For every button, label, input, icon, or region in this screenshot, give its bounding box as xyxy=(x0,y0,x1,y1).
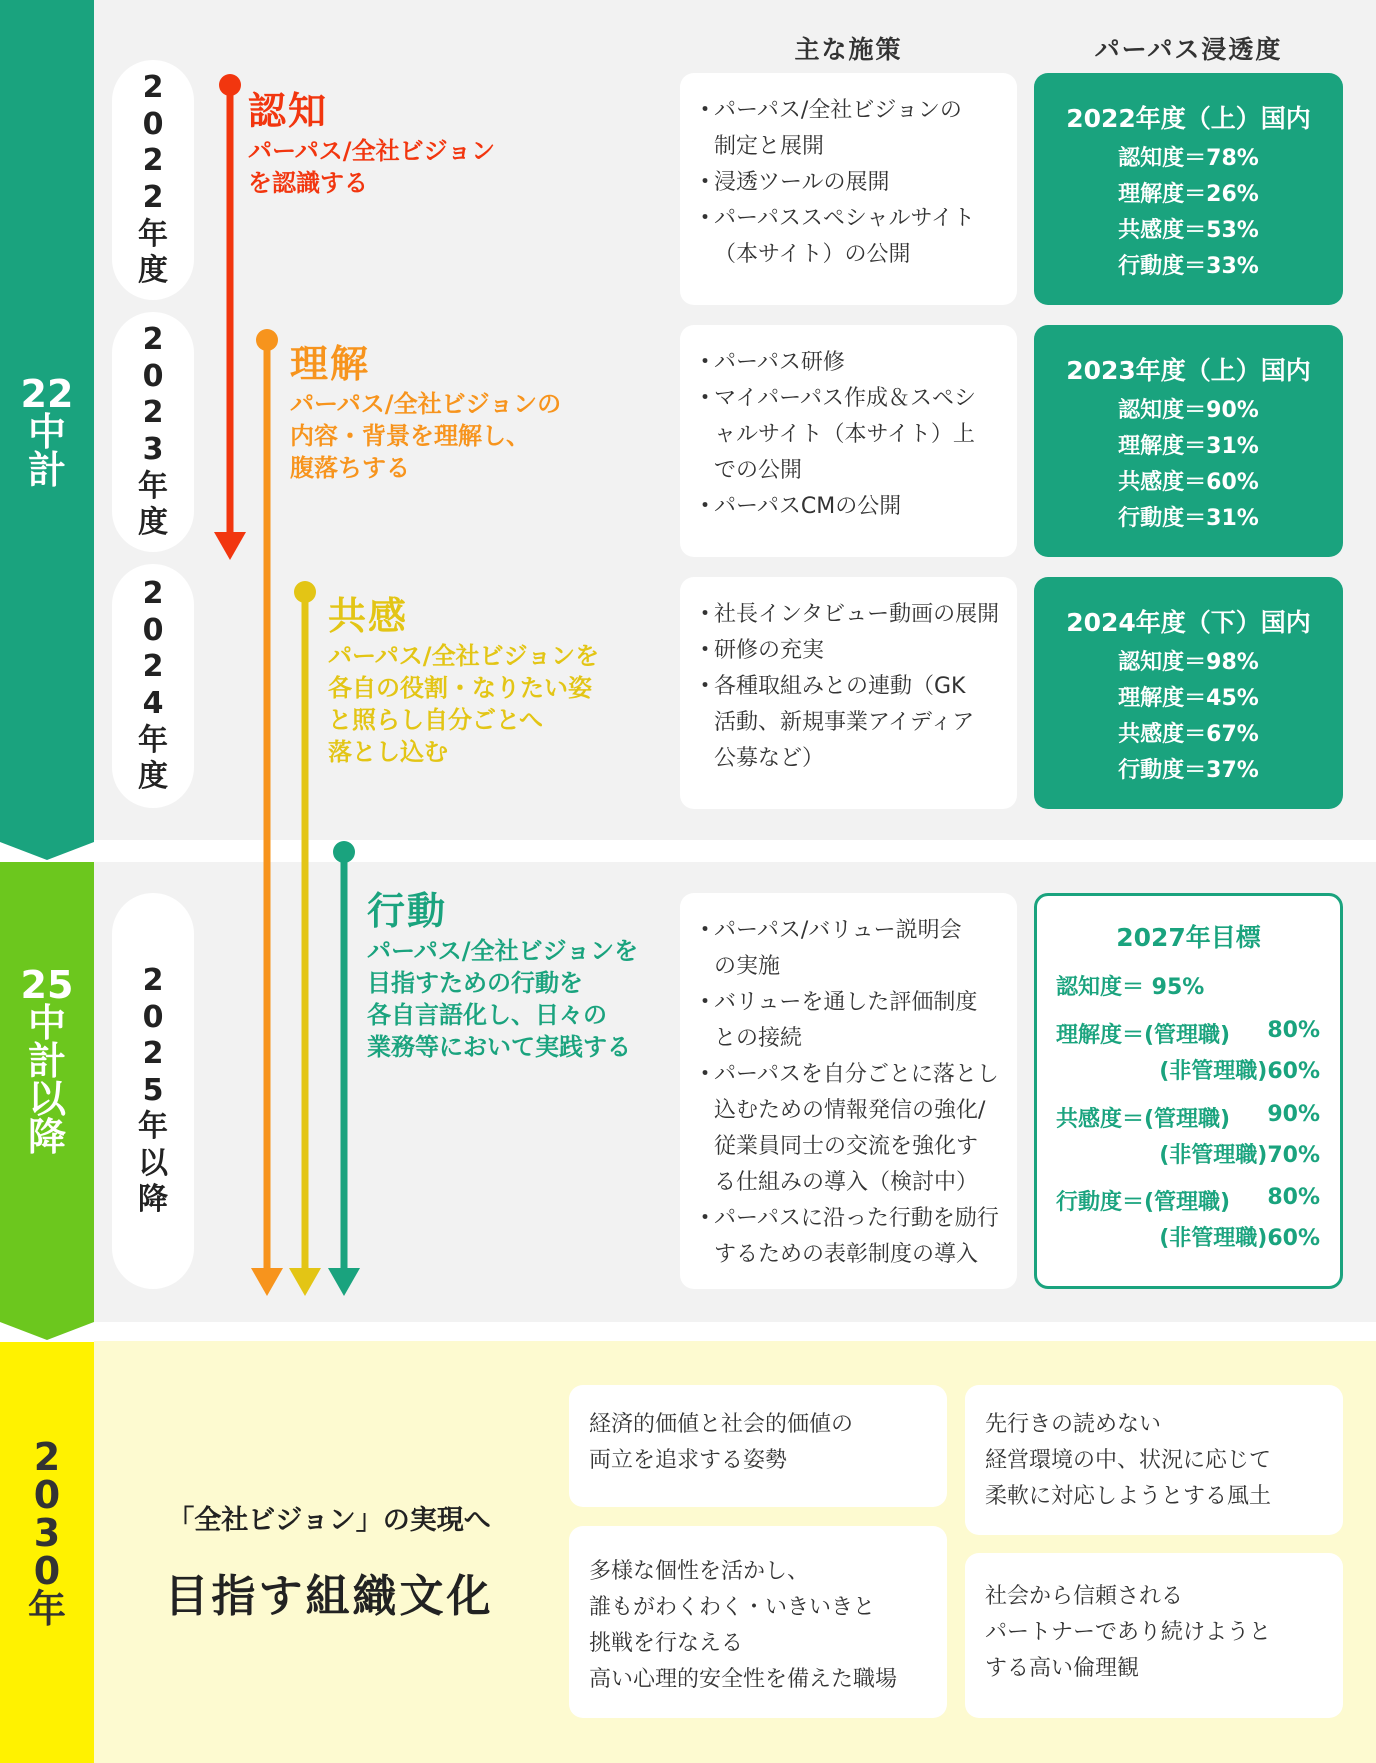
header-measures: 主な施策 xyxy=(794,35,903,64)
target-empathy-label: 共感度＝(管理職) xyxy=(1056,1107,1231,1132)
arrow-awareness xyxy=(214,74,246,560)
penetration-card-2023 xyxy=(1034,325,1343,557)
measures-card-2024 xyxy=(680,577,1017,809)
stage-title-awareness: 認知 xyxy=(248,89,329,133)
phase-label-22: 22 中 計 xyxy=(20,372,74,492)
stage-desc-action: パーパス/全社ビジョンを 目指すための行動を 各自言語化し、日々の 業務等において実践する xyxy=(367,937,639,1062)
measure-item: ・ パーパススペシャルサイト （本サイト）の公開 xyxy=(694,201,1003,273)
measure-item: ・ マイパーパス作成＆スペシ ャルサイト（本サイト）上 での公開 xyxy=(694,381,1003,489)
stage-desc-empathy: パーパス/全社ビジョンを 各自の役割・なりたい姿 と照らし自分ごとへ 落とし込む xyxy=(328,642,600,767)
target-understanding-label: 理解度＝(管理職) xyxy=(1056,1023,1231,1048)
penetration-line: 理解度＝45% xyxy=(1118,686,1259,711)
header-penetration: パーパス浸透度 xyxy=(1094,35,1283,64)
stage-understanding xyxy=(290,333,561,484)
target-card-2027 xyxy=(1034,893,1343,1289)
measures-card-2023 xyxy=(680,325,1017,557)
year-pill-2022: 2022年度 xyxy=(112,60,194,300)
measure-item: ・ パーパスCMの公開 xyxy=(694,489,1003,525)
target-empathy-mgr: 90% xyxy=(1267,1102,1320,1127)
year-pill-2025: 2025年以降 xyxy=(112,893,194,1289)
penetration-title: 2024年度（下）国内 xyxy=(1066,608,1311,637)
target-empathy-nonmgr: (非管理職)70% xyxy=(1159,1143,1320,1168)
measure-item: ・ 社長インタビュー動画の展開 xyxy=(694,597,1003,633)
penetration-line: 行動度＝31% xyxy=(1118,506,1259,531)
measure-item: ・ パーパスを自分ごとに落とし 込むための情報発信の強化/ 従業員同士の交流を強化す る仕組みの導入（検討中） xyxy=(694,1057,1003,1201)
stage-action xyxy=(367,880,638,1064)
stage-title-action: 行動 xyxy=(367,889,448,933)
arrow-understanding xyxy=(251,329,283,1296)
target-action-mgr: 80% xyxy=(1267,1185,1320,1210)
culture-card-ethics: 社会から信頼される パートナーであり続けようと する高い倫理観 xyxy=(965,1553,1343,1718)
stage-empathy xyxy=(328,585,599,769)
measures-card-2025 xyxy=(680,893,1017,1289)
target-understanding-mgr: 80% xyxy=(1267,1018,1320,1043)
penetration-line: 認知度＝98% xyxy=(1118,650,1259,675)
arrow-action xyxy=(328,841,360,1296)
measures-card-2022 xyxy=(680,73,1017,305)
culture-title: 目指す組織文化 xyxy=(164,1571,494,1622)
penetration-line: 行動度＝37% xyxy=(1118,758,1259,783)
target-action-label: 行動度＝(管理職) xyxy=(1056,1190,1231,1215)
stage-title-empathy: 共感 xyxy=(328,594,409,638)
culture-subtitle: 「全社ビジョン」の実現へ xyxy=(167,1505,491,1536)
measure-item: ・ 研修の充実 xyxy=(694,633,1003,669)
stage-awareness xyxy=(248,80,495,199)
measure-item: ・ パーパス/バリュー説明会 の実施 xyxy=(694,913,1003,985)
culture-card-value: 経済的価値と社会的価値の 両立を追求する姿勢 xyxy=(569,1385,947,1507)
culture-card-adaptability: 先行きの読めない 経営環境の中、状況に応じて 柔軟に対応しようとする風土 xyxy=(965,1385,1343,1535)
phase-label-2030: 2 0 3 0 年 xyxy=(27,1435,66,1631)
year-pill-2023: 2023年度 xyxy=(112,312,194,552)
penetration-card-2024 xyxy=(1034,577,1343,809)
target-awareness: 認知度＝ 95% xyxy=(1056,975,1205,1000)
target-title: 2027年目標 xyxy=(1116,923,1261,952)
stage-desc-understanding: パーパス/全社ビジョンの 内容・背景を理解し、 腹落ちする xyxy=(290,390,562,483)
penetration-line: 行動度＝33% xyxy=(1118,254,1259,279)
stage-desc-awareness: パーパス/全社ビジョン を認識する xyxy=(248,137,496,198)
year-pill-2024: 2024年度 xyxy=(112,564,194,808)
measure-item: ・ 浸透ツールの展開 xyxy=(694,165,1003,201)
measure-item: ・ パーパス研修 xyxy=(694,345,1003,381)
stage-title-understanding: 理解 xyxy=(290,342,371,386)
measure-item: ・ パーパスに沿った行動を励行 するための表彰制度の導入 xyxy=(694,1201,1003,1273)
phase-label-25: 25 中 計 以 降 xyxy=(20,963,74,1159)
penetration-card-2022 xyxy=(1034,73,1343,305)
target-action-nonmgr: (非管理職)60% xyxy=(1159,1226,1320,1251)
penetration-line: 認知度＝78% xyxy=(1118,146,1259,171)
penetration-title: 2023年度（上）国内 xyxy=(1066,356,1311,385)
penetration-line: 共感度＝67% xyxy=(1118,722,1259,747)
measure-item: ・ 各種取組みとの連動（GK 活動、新規事業アイディア 公募など） xyxy=(694,669,1003,777)
target-understanding-nonmgr: (非管理職)60% xyxy=(1159,1059,1320,1084)
measure-item: ・ バリューを通した評価制度 との接続 xyxy=(694,985,1003,1057)
penetration-line: 共感度＝53% xyxy=(1118,218,1259,243)
arrow-empathy xyxy=(289,581,321,1296)
penetration-line: 理解度＝26% xyxy=(1118,182,1259,207)
penetration-line: 共感度＝60% xyxy=(1118,470,1259,495)
culture-card-safety: 多様な個性を活かし、 誰もがわくわく・いきいきと 挑戦を行なえる 高い心理的安全性を備えた職場 xyxy=(569,1526,947,1718)
measure-item: ・ パーパス/全社ビジョンの 制定と展開 xyxy=(694,93,1003,165)
penetration-line: 認知度＝90% xyxy=(1118,398,1259,423)
penetration-line: 理解度＝31% xyxy=(1118,434,1259,459)
penetration-title: 2022年度（上）国内 xyxy=(1066,104,1311,133)
